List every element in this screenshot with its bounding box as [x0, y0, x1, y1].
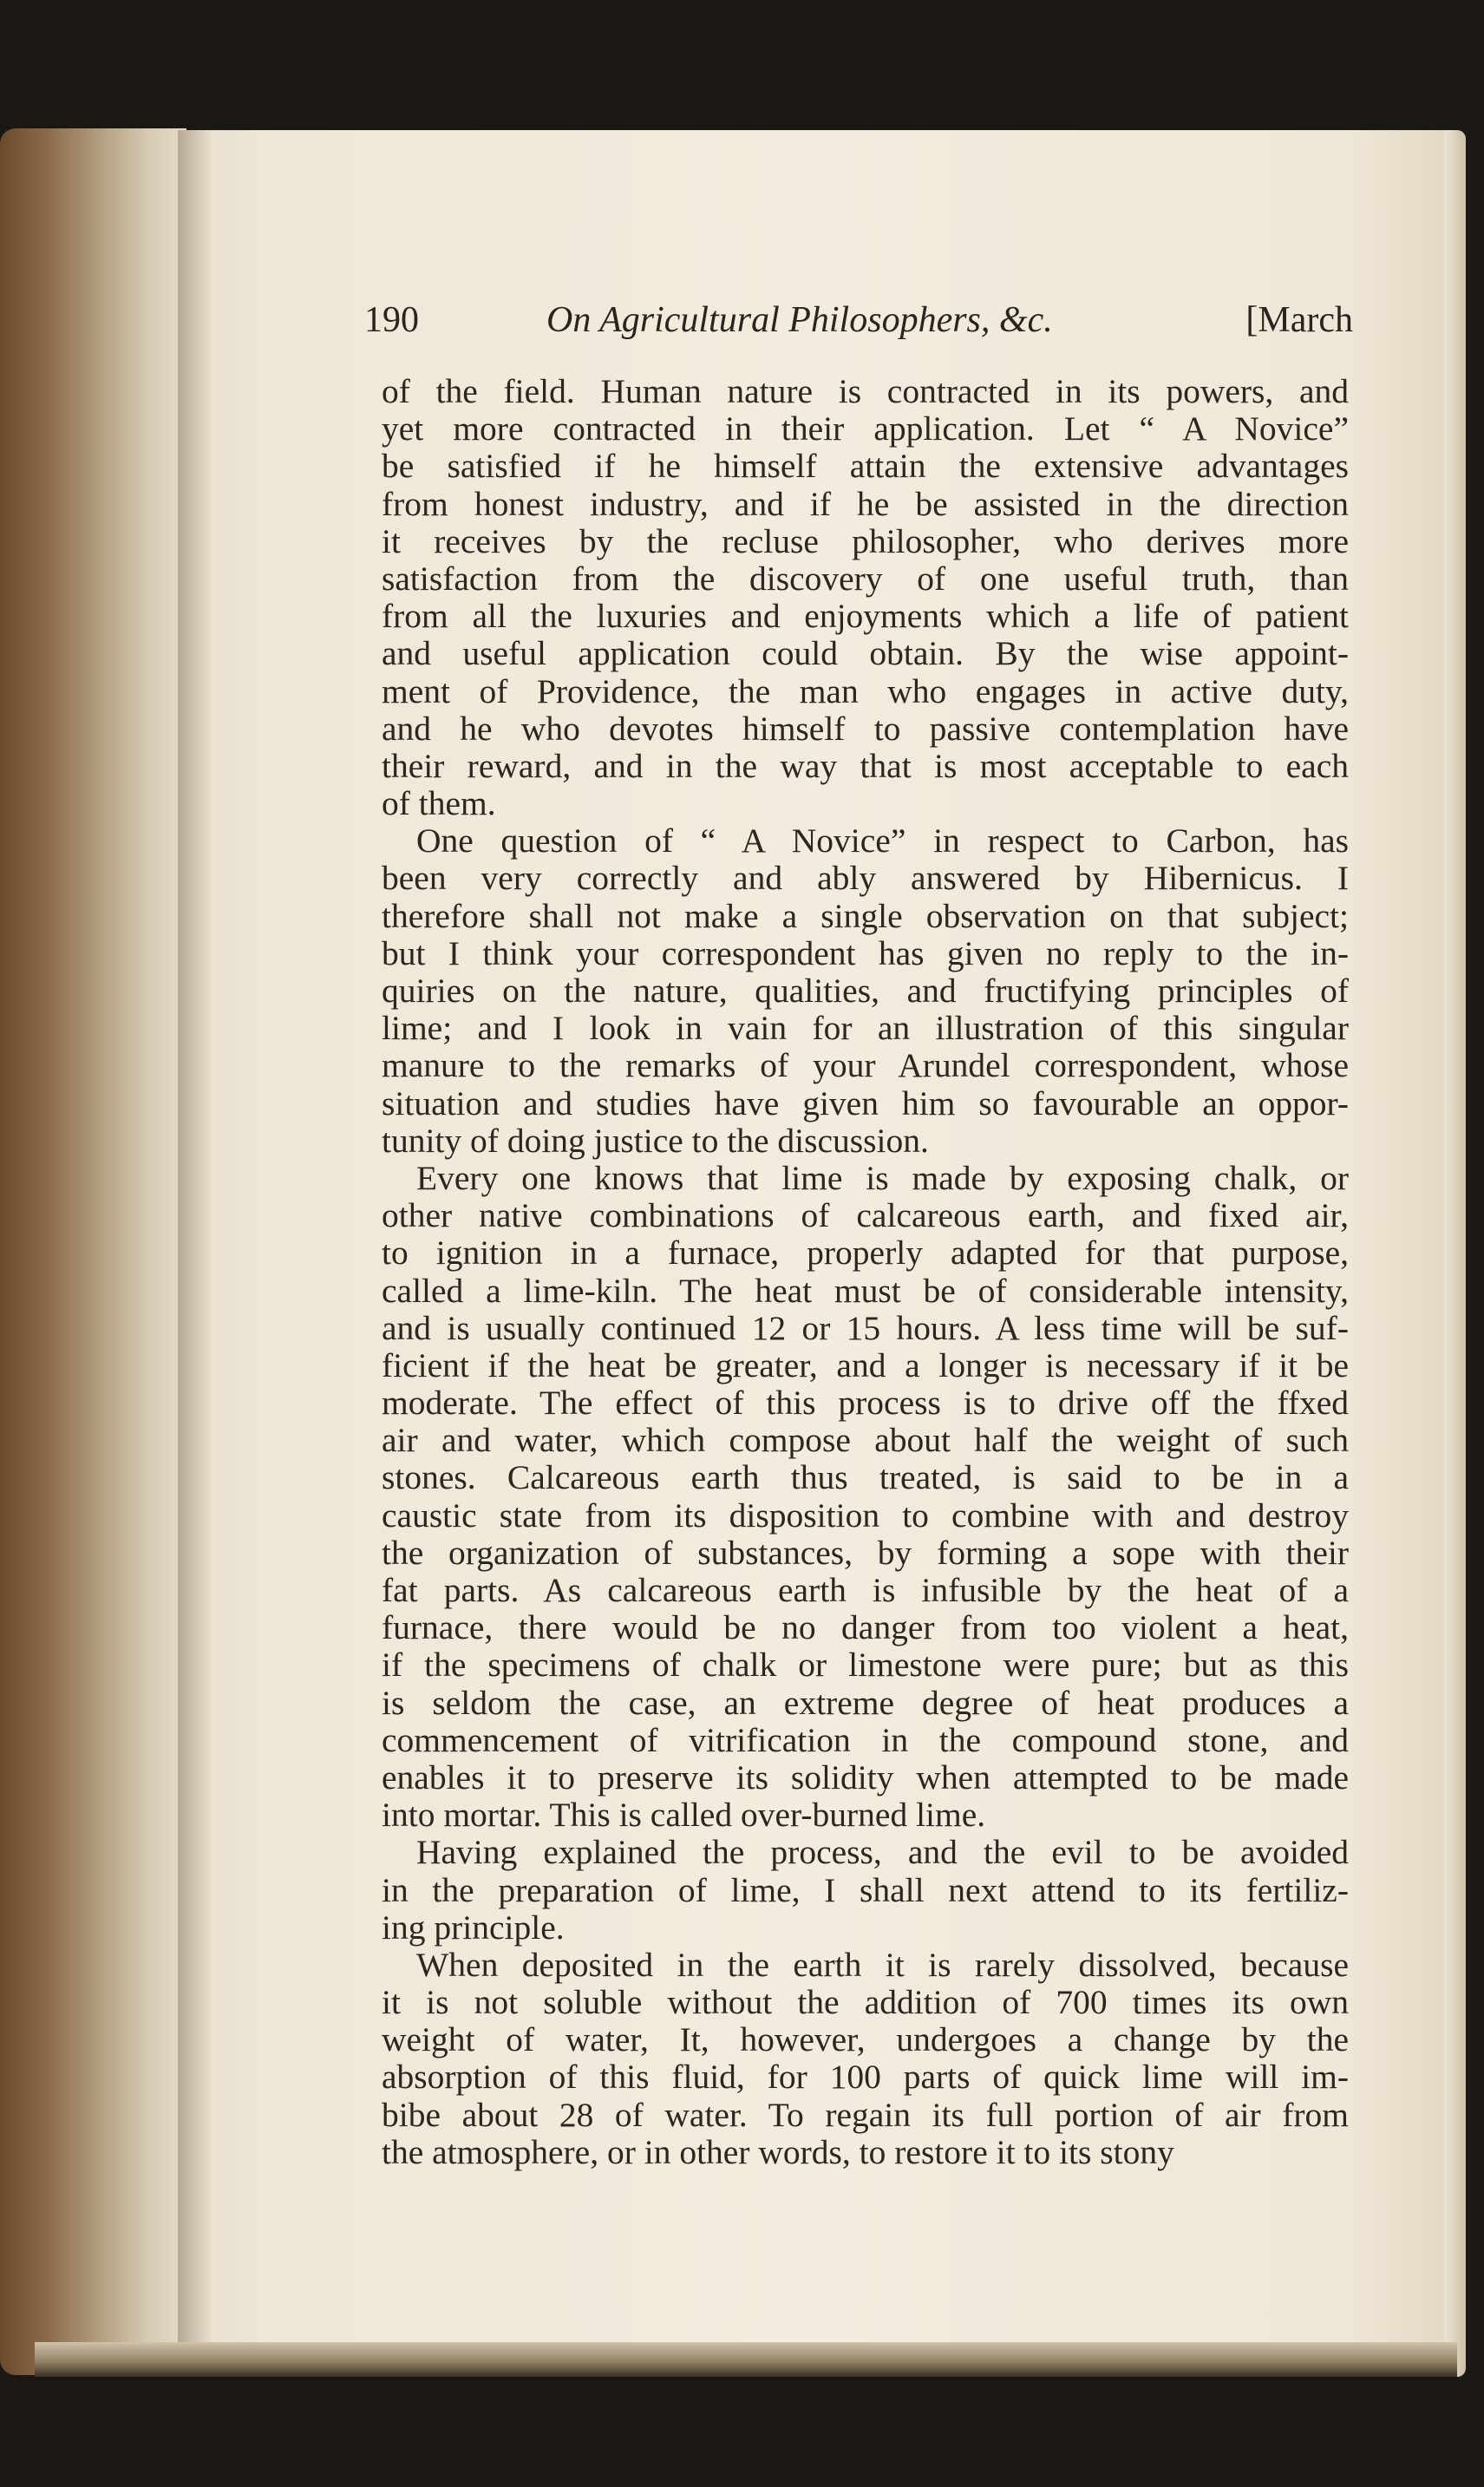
text-line: be satisfied if he himself attain the extensive advantages: [382, 447, 1349, 486]
text-line: been very correctly and ably answered by Hibernicus. I: [382, 859, 1349, 898]
text-line: to ignition in a furnace, properly adapted for that purpose,: [382, 1234, 1349, 1273]
text-line: it is not soluble without the addition of 700 times its own: [382, 1983, 1349, 2022]
text-line: and is usually continued 12 or 15 hours. A less time will be suf-: [382, 1308, 1349, 1347]
text-line: moderate. The effect of this process is to drive off the ffxed: [382, 1384, 1349, 1423]
text-line: other native combinations of calcareous earth, and fixed air,: [382, 1196, 1349, 1235]
text-line: of them.: [382, 784, 496, 823]
text-line: ment of Providence, the man who engages in active duty,: [382, 671, 1349, 710]
text-line: stones. Calcareous earth thus treated, is said to be in a: [382, 1458, 1349, 1497]
text-line: their reward, and in the way that is most acceptable to each: [382, 746, 1349, 785]
text-line: Every one knows that lime is made by exposing chalk, or: [416, 1158, 1349, 1197]
text-line: Having explained the process, and the evil to be avoided: [416, 1833, 1349, 1872]
text-line: and he who devotes himself to passive contemplation have: [382, 709, 1349, 748]
running-month: [March: [1245, 300, 1353, 340]
text-line: One question of “ A Novice” in respect to Carbon, has: [416, 821, 1349, 861]
page-number: 190: [364, 300, 419, 340]
text-line: absorption of this fluid, for 100 parts of quick lime will im-: [382, 2058, 1349, 2097]
text-line: tunity of doing justice to the discussion.: [382, 1121, 929, 1160]
text-line: and useful application could obtain. By the wise appoint-: [382, 634, 1349, 673]
text-line: called a lime-kiln. The heat must be of considerable intensity,: [382, 1271, 1349, 1310]
text-line: from all the luxuries and enjoyments which a life of patient: [382, 597, 1349, 636]
text-line: When deposited in the earth it is rarely dissolved, because: [416, 1945, 1349, 1984]
text-line: but I think your correspondent has given no reply to the in-: [382, 933, 1349, 972]
left-page-edges: [0, 128, 186, 2375]
text-line: furnace, there would be no danger from too violent a heat,: [382, 1608, 1349, 1647]
text-line: weight of water, It, however, undergoes a change by the: [382, 2020, 1349, 2059]
text-line: therefore shall not make a single observation on that subject;: [382, 896, 1349, 935]
text-line: satisfaction from the discovery of one useful truth, than: [382, 559, 1349, 598]
text-line: manure to the remarks of your Arundel correspondent, whose: [382, 1046, 1349, 1085]
text-line: lime; and I look in vain for an illustration of this singular: [382, 1009, 1349, 1048]
text-line: it receives by the recluse philosopher, who derives more: [382, 521, 1349, 560]
text-line: ficient if the heat be greater, and a longer is necessary if it be: [382, 1345, 1349, 1384]
text-line: from honest industry, and if he be assisted in the direction: [382, 484, 1349, 523]
text-line: the atmosphere, or in other words, to restore it to its stony: [382, 2132, 1174, 2171]
text-line: fat parts. As calcareous earth is infusible by the heat of a: [382, 1571, 1349, 1609]
text-line: in the preparation of lime, I shall next attend to its fertiliz-: [382, 1870, 1349, 1909]
paragraph: [382, 1160, 1349, 1834]
text-line: quiries on the nature, qualities, and fructifying principles of: [382, 972, 1349, 1010]
text-line: bibe about 28 of water. To regain its full portion of air from: [382, 2095, 1349, 2134]
body-text: [382, 373, 1349, 2171]
paragraph: [382, 1834, 1349, 1947]
text-line: commencement of vitrification in the compound stone, and: [382, 1720, 1349, 1759]
text-line: is seldom the case, an extreme degree of heat produces a: [382, 1683, 1349, 1722]
text-line: ing principle.: [382, 1908, 565, 1947]
text-line: the organization of substances, by forming a sope with their: [382, 1533, 1349, 1572]
gutter-shadow: [178, 130, 212, 2351]
running-title: On Agricultural Philosophers, &c.: [546, 300, 1053, 340]
text-line: of the field. Human nature is contracted in its powers, and: [382, 372, 1349, 410]
running-head: [364, 299, 1353, 351]
text-line: yet more contracted in their application. Let “ A Novice”: [382, 409, 1349, 448]
paragraph: [382, 822, 1349, 1160]
text-line: caustic state from its disposition to combine with and destroy: [382, 1495, 1349, 1535]
text-line: enables it to preserve its solidity when attempted to be made: [382, 1757, 1349, 1797]
paragraph: [382, 1947, 1349, 2171]
text-line: if the specimens of chalk or limestone were pure; but as this: [382, 1646, 1349, 1685]
paragraph: [382, 373, 1349, 822]
text-line: air and water, which compose about half the weight of such: [382, 1421, 1349, 1460]
text-line: situation and studies have given him so favourable an oppor-: [382, 1083, 1349, 1122]
text-line: into mortar. This is called over-burned lime.: [382, 1796, 986, 1835]
bottom-edge: [35, 2342, 1457, 2377]
